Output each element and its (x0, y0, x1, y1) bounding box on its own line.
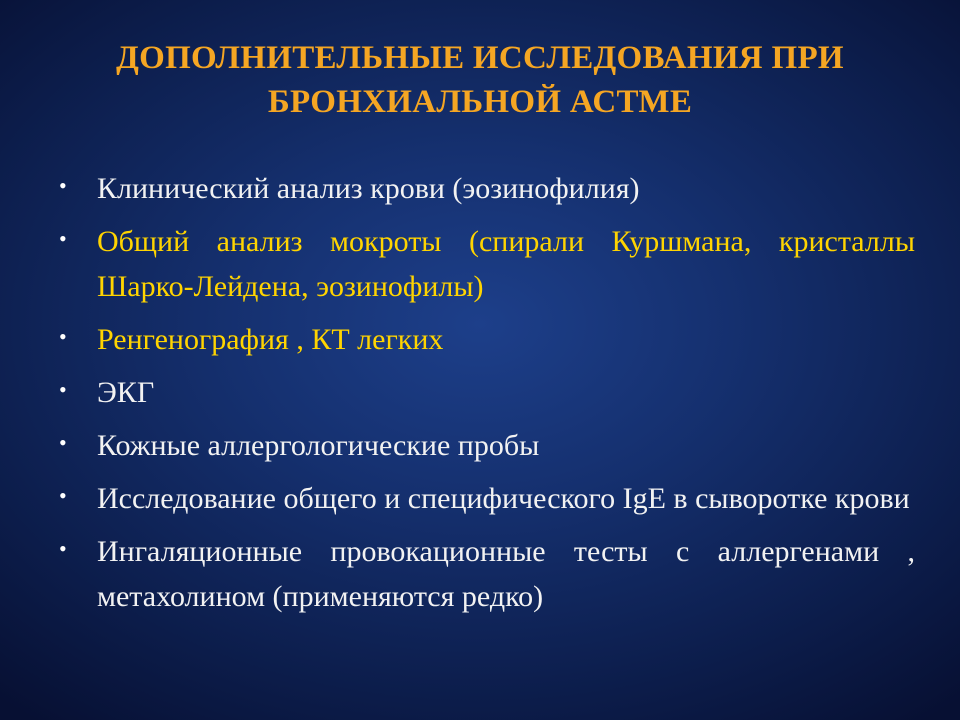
bullet-item (55, 166, 915, 211)
bullet-item (55, 370, 915, 415)
bullet-text: Кожные аллергологические пробы (97, 429, 540, 462)
bullet-text: Исследование общего и специфического IgE в сыворотке крови (97, 482, 910, 515)
slide-title-line-1: ДОПОЛНИТЕЛЬНЫЕ ИССЛЕДОВАНИЯ ПРИ (116, 40, 844, 76)
slide-title (40, 36, 920, 124)
bullet-marker-icon: • (59, 377, 67, 402)
bullet-item (55, 476, 915, 521)
bullet-marker-icon: • (59, 483, 67, 508)
bullet-marker-icon: • (59, 430, 67, 455)
bullet-list (55, 166, 915, 627)
bullet-item (55, 529, 915, 619)
bullet-marker-icon: • (59, 536, 67, 561)
bullet-text: ЭКГ (97, 376, 155, 409)
bullet-marker-icon: • (59, 324, 67, 349)
slide-title-line-2: БРОНХИАЛЬНОЙ АСТМЕ (267, 84, 693, 120)
bullet-item (55, 219, 915, 309)
bullet-marker-icon: • (59, 173, 67, 198)
bullet-text: Клинический анализ крови (эозинофилия) (97, 172, 640, 205)
bullet-text: Ингаляционные провокационные тесты с аллергенами , метахолином (применяются редко) (97, 535, 915, 613)
bullet-item (55, 423, 915, 468)
bullet-marker-icon: • (59, 226, 67, 251)
bullet-text: Общий анализ мокроты (спирали Куршмана, кристаллы Шарко-Лейдена, эозинофилы) (97, 225, 915, 303)
bullet-text: Ренгенография , КТ легких (97, 323, 444, 356)
bullet-item (55, 317, 915, 362)
